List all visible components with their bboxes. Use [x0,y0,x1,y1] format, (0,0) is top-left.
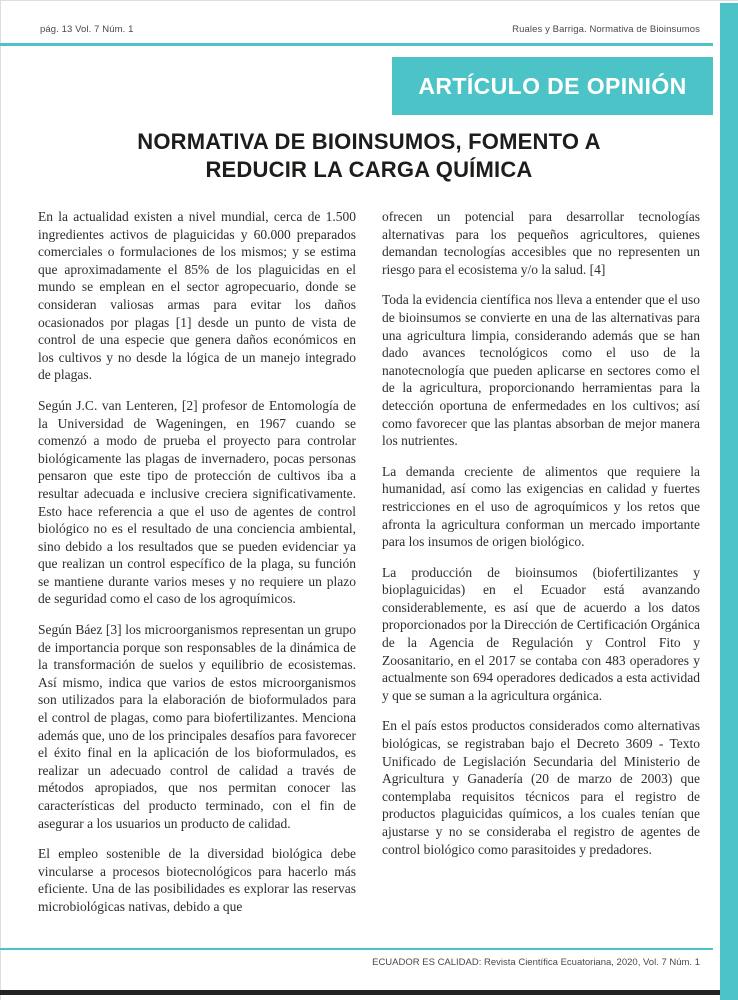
article-title-line1: NORMATIVA DE BIOINSUMOS, FOMENTO A [137,129,601,154]
paragraph: Según J.C. van Lenteren, [2] profesor de Entomología de la Universidad de Wageningen, en 1967 cuando se comenzó a modo de prueba el proyecto para controlar biológicamente las plagas de invernadero, pocas personas pensaron que este tipo de protección de cultivos iba a resultar adecuada e inclusive creciera significativamente. Esto hace referencia a que el uso de agentes de control biológico no es el resultado de una conciencia ambiental, sino debido a los resultados que se pueden evidenciar ya que realizan un control específico de la plaga, su función se mantiene durante varios meses y no requiere un plazo de seguridad como el caso de los agroquímicos. [38,397,356,607]
paragraph: La producción de bioinsumos (biofertilizantes y bioplaguicidas) en el Ecuador está avanzando considerablemente, es así que de acuerdo a los datos proporcionados por la Dirección de Certificación Orgánica de la Agencia de Regulación y Control Fito y Zoosanitario, en el 2017 se contaba con 483 operadores y actualmente son 694 operadores dedicados a esta actividad y que se suman a la agricultura orgánica. [382,564,700,703]
article-body [38,208,700,929]
paragraph: El empleo sostenible de la diversidad biológica debe vincularse a procesos biotecnológicos para hacerlo más eficiente. Una de las posibilidades es explorar las reservas microbiológicas nativas, debido a que [38,846,356,914]
accent-side-bar [720,3,738,1000]
right-column [382,208,700,929]
left-column [38,208,356,929]
paragraph: Toda la evidencia científica nos lleva a entender que el uso de bioinsumos se convierte en una de las alternativas para una agricultura limpia, considerando además que se han dado avances tecnológicos como el uso de la nanotecnología que pueden aplicarse en sectores como el de la agricultura, proporcionando herramientas para la detección oportuna de enfermedades en los cultivos; así como favorecer que las plantas absorban de mejor manera los nutrientes. [382,292,700,449]
paragraph: Según Báez [3] los microorganismos representan un grupo de importancia porque son responsables de la dinámica de la transformación de suelos y equilibrio de ecosistemas. Así mismo, indica que varios de estos microorganismos son utilizados para la elaboración de bioformulados para el control de plagas, como para biofertilizantes. Menciona además que, uno de los principales desafíos para favorecer el éxito final en la aplicación de los bioformulados, es realizar un adecuado control de calidad a través de métodos apropiados, que nos permitan conocer las características del producto terminado, con el fin de asegurar a los usuarios un producto de calidad. [38,622,356,831]
paragraph: En la actualidad existen a nivel mundial, cerca de 1.500 ingredientes activos de plaguicidas y 60.000 preparados comerciales o formulaciones de los mismos; y se estima que aproximadamente el 85% de los plaguicidas en el mundo se emplean en el sector agropecuario, donde se consideran valiosas armas para evitar los daños ocasionados por plagas [1] desde un punto de vista de control de una especie que genera daños económicos en los cultivos y no desde la lógica de un manejo integrado de plagas. [38,209,356,383]
running-head: Ruales y Barriga. Normativa de Bioinsumos [512,24,700,35]
footer-rule [0,948,713,950]
header-rule [0,43,713,46]
paragraph: En el país estos productos considerados como alternativas biológicas, se registraban bajo el Decreto 3609 - Texto Unificado de Legislación Secundaria del Ministerio de Agricultura y Ganadería (20 de marzo de 2003) que contemplaba requisitos técnicos para el registro de productos plaguicidas químicos, a los cuales tenían que ajustarse y no se consideraba el registro de agentes de control biológico como parasitoides y predadores. [382,718,700,857]
article-title [38,128,700,184]
page-bottom-edge [0,990,720,995]
journal-footer: ECUADOR ES CALIDAD: Revista Científica Ecuatoriana, 2020, Vol. 7 Núm. 1 [372,957,700,968]
page-header [40,24,700,35]
paragraph: ofrecen un potencial para desarrollar tecnologías alternativas para los pequeños agricultores, quienes demandan tecnologías accesibles que no representen un riesgo para el ecosistema y/o la salud. [4] [382,209,700,277]
article-type-banner [392,57,713,115]
article-title-line2: REDUCIR LA CARGA QUÍMICA [205,157,533,182]
paragraph: La demanda creciente de alimentos que requiere la humanidad, así como las exigencias en calidad y fuertes restricciones en el uso de agroquímicos y los retos que afronta la agricultura conforman un mercado importante para los insumos de origen biológico. [382,463,700,550]
page-number-volume: pág. 13 Vol. 7 Núm. 1 [40,24,134,35]
article-type-label: ARTÍCULO DE OPINIÓN [418,72,687,99]
